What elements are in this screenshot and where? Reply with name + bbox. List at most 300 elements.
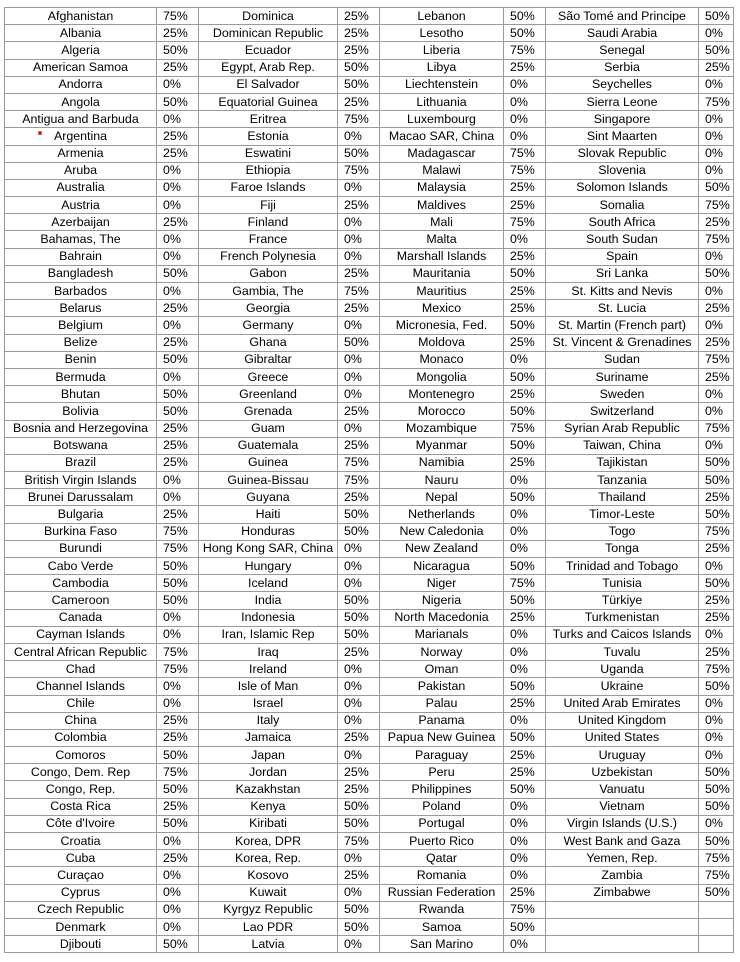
percentage-cell: 25% <box>157 420 199 437</box>
country-name-cell: Malta <box>380 231 504 248</box>
percentage-cell: 75% <box>699 661 734 678</box>
country-name-cell: Finland <box>199 214 338 231</box>
country-name-cell: Netherlands <box>380 506 504 523</box>
country-name-cell: Croatia <box>5 833 157 850</box>
country-name-cell: New Caledonia <box>380 523 504 540</box>
percentage-cell: 0% <box>699 437 734 454</box>
country-name-cell <box>546 901 699 918</box>
country-name-cell: Guinea <box>199 454 338 471</box>
country-name-cell: Turks and Caicos Islands <box>546 626 699 643</box>
percentage-cell: 50% <box>504 8 546 25</box>
table-row <box>5 729 734 746</box>
country-name-cell: Papua New Guinea <box>380 729 504 746</box>
country-name-cell: Bulgaria <box>5 506 157 523</box>
country-name-cell: Korea, Rep. <box>199 850 338 867</box>
country-name-cell: Congo, Rep. <box>5 781 157 798</box>
country-name-cell: Kuwait <box>199 884 338 901</box>
country-name-cell: Guyana <box>199 489 338 506</box>
percentage-cell: 0% <box>504 867 546 884</box>
country-name-cell: Côte d'Ivoire <box>5 815 157 832</box>
country-name-cell: Ukraine <box>546 678 699 695</box>
country-name-cell: Tajikistan <box>546 454 699 471</box>
percentage-cell: 50% <box>338 798 380 815</box>
country-name-cell: Bahamas, The <box>5 231 157 248</box>
country-name-cell: Jordan <box>199 764 338 781</box>
country-name-cell: Algeria <box>5 42 157 59</box>
percentage-cell: 25% <box>504 747 546 764</box>
country-name-cell: Czech Republic <box>5 901 157 918</box>
table-row <box>5 575 734 592</box>
percentage-cell: 0% <box>157 317 199 334</box>
country-name-cell: Djibouti <box>5 936 157 953</box>
country-name-cell: Türkiye <box>546 592 699 609</box>
percentage-cell: 0% <box>338 179 380 196</box>
country-name-cell: Mali <box>380 214 504 231</box>
percentage-cell: 50% <box>699 42 734 59</box>
country-name-cell: Kiribati <box>199 815 338 832</box>
percentage-cell: 0% <box>157 918 199 935</box>
table-row <box>5 179 734 196</box>
percentage-cell: 25% <box>699 59 734 76</box>
percentage-cell: 25% <box>157 334 199 351</box>
table-row <box>5 454 734 471</box>
country-name-cell: New Zealand <box>380 540 504 557</box>
percentage-cell: 50% <box>338 59 380 76</box>
percentage-cell: 75% <box>699 420 734 437</box>
percentage-cell: 75% <box>157 643 199 660</box>
country-name-cell: Congo, Dem. Rep <box>5 764 157 781</box>
country-name-cell: Guatemala <box>199 437 338 454</box>
country-name-cell: Uruguay <box>546 747 699 764</box>
percentage-cell: 50% <box>157 592 199 609</box>
table-row <box>5 42 734 59</box>
country-name-cell: Japan <box>199 747 338 764</box>
table-row <box>5 368 734 385</box>
percentage-cell: 25% <box>699 489 734 506</box>
country-name-cell: St. Kitts and Nevis <box>546 283 699 300</box>
country-name-cell: Peru <box>380 764 504 781</box>
percentage-cell: 50% <box>699 833 734 850</box>
table-row <box>5 300 734 317</box>
percentage-cell: 25% <box>699 334 734 351</box>
country-name-cell: Nicaragua <box>380 558 504 575</box>
percentage-cell: 25% <box>338 437 380 454</box>
percentage-cell: 75% <box>504 42 546 59</box>
country-name-cell: Cameroon <box>5 592 157 609</box>
table-row <box>5 592 734 609</box>
percentage-cell: 50% <box>157 815 199 832</box>
percentage-cell: 0% <box>504 626 546 643</box>
table-row <box>5 248 734 265</box>
percentage-cell: 25% <box>338 265 380 282</box>
percentage-cell: 50% <box>338 918 380 935</box>
country-name-cell: Moldova <box>380 334 504 351</box>
country-name-cell: Mongolia <box>380 368 504 385</box>
country-name-cell: Luxembourg <box>380 111 504 128</box>
country-name-cell: Aruba <box>5 162 157 179</box>
country-name-cell: Ecuador <box>199 42 338 59</box>
percentage-cell: 50% <box>699 472 734 489</box>
country-name-cell: Chad <box>5 661 157 678</box>
percentage-cell: 0% <box>504 76 546 93</box>
percentage-cell: 0% <box>338 231 380 248</box>
table-row <box>5 231 734 248</box>
country-name-cell: Poland <box>380 798 504 815</box>
country-name-cell: Dominican Republic <box>199 25 338 42</box>
percentage-cell: 0% <box>157 472 199 489</box>
country-name-cell: Saudi Arabia <box>546 25 699 42</box>
country-name-cell: Tunisia <box>546 575 699 592</box>
percentage-cell: 50% <box>699 179 734 196</box>
country-name-cell: Equatorial Guinea <box>199 93 338 110</box>
country-name-cell: Sudan <box>546 351 699 368</box>
country-name-cell: Cabo Verde <box>5 558 157 575</box>
table-row <box>5 867 734 884</box>
percentage-cell: 50% <box>699 798 734 815</box>
country-name-cell: Seychelles <box>546 76 699 93</box>
percentage-cell: 50% <box>157 575 199 592</box>
percentage-cell: 0% <box>157 884 199 901</box>
country-name-cell: Nauru <box>380 472 504 489</box>
country-name-cell: Zambia <box>546 867 699 884</box>
country-name-cell: Comoros <box>5 747 157 764</box>
country-name-cell: Bolivia <box>5 403 157 420</box>
country-name-cell: Armenia <box>5 145 157 162</box>
percentage-cell: 50% <box>699 884 734 901</box>
percentage-cell: 25% <box>338 93 380 110</box>
table-row <box>5 351 734 368</box>
percentage-cell: 25% <box>338 729 380 746</box>
percentage-cell: 50% <box>504 781 546 798</box>
percentage-cell: 25% <box>338 643 380 660</box>
percentage-cell: 50% <box>699 265 734 282</box>
country-name-cell: Brazil <box>5 454 157 471</box>
percentage-cell: 50% <box>504 729 546 746</box>
table-row <box>5 850 734 867</box>
percentage-cell: 0% <box>338 695 380 712</box>
country-name-cell: Burkina Faso <box>5 523 157 540</box>
country-name-cell: Gabon <box>199 265 338 282</box>
country-name-cell: Somalia <box>546 197 699 214</box>
country-name-cell: Ireland <box>199 661 338 678</box>
table-row <box>5 472 734 489</box>
country-name-cell: Benin <box>5 351 157 368</box>
percentage-cell: 50% <box>504 265 546 282</box>
country-name-cell: Sint Maarten <box>546 128 699 145</box>
percentage-cell: 25% <box>699 592 734 609</box>
percentage-cell: 0% <box>699 248 734 265</box>
percentage-cell: 50% <box>504 489 546 506</box>
percentage-cell: 25% <box>504 179 546 196</box>
table-row <box>5 93 734 110</box>
country-name-cell: Kyrgyz Republic <box>199 901 338 918</box>
percentage-cell: 75% <box>504 162 546 179</box>
percentage-cell: 50% <box>157 42 199 59</box>
percentage-cell: 25% <box>338 42 380 59</box>
country-name-cell: Central African Republic <box>5 643 157 660</box>
percentage-cell: 0% <box>699 815 734 832</box>
country-name-cell: Kazakhstan <box>199 781 338 798</box>
country-name-cell: Georgia <box>199 300 338 317</box>
percentage-cell: 25% <box>504 764 546 781</box>
percentage-cell: 25% <box>157 729 199 746</box>
country-name-cell: Malawi <box>380 162 504 179</box>
percentage-cell: 25% <box>699 643 734 660</box>
percentage-cell: 25% <box>338 25 380 42</box>
percentage-cell: 25% <box>338 8 380 25</box>
percentage-cell: 25% <box>338 489 380 506</box>
country-name-cell: Andorra <box>5 76 157 93</box>
percentage-cell: 25% <box>504 283 546 300</box>
country-name-cell: Costa Rica <box>5 798 157 815</box>
percentage-cell: 25% <box>504 609 546 626</box>
country-name-cell: Tuvalu <box>546 643 699 660</box>
table-row <box>5 403 734 420</box>
percentage-cell: 0% <box>504 798 546 815</box>
percentage-cell: 75% <box>699 231 734 248</box>
percentage-cell: 0% <box>338 936 380 953</box>
country-name-cell: Greenland <box>199 386 338 403</box>
country-name-cell: Sweden <box>546 386 699 403</box>
percentage-cell: 0% <box>338 368 380 385</box>
country-name-cell: Dominica <box>199 8 338 25</box>
country-name-cell: Eritrea <box>199 111 338 128</box>
country-name-cell: Montenegro <box>380 386 504 403</box>
table-row <box>5 128 734 145</box>
percentage-cell <box>699 918 734 935</box>
percentage-cell: 25% <box>157 506 199 523</box>
percentage-cell: 0% <box>338 317 380 334</box>
percentage-cell: 50% <box>504 678 546 695</box>
country-name-cell: Afghanistan <box>5 8 157 25</box>
table-row <box>5 781 734 798</box>
table-row <box>5 523 734 540</box>
country-name-cell: Paraguay <box>380 747 504 764</box>
percentage-cell: 75% <box>157 661 199 678</box>
country-name-cell: Cuba <box>5 850 157 867</box>
percentage-cell: 25% <box>504 454 546 471</box>
percentage-cell: 50% <box>338 592 380 609</box>
percentage-cell: 50% <box>157 781 199 798</box>
country-percentage-table <box>4 7 734 953</box>
percentage-cell: 0% <box>338 214 380 231</box>
country-name-cell: Hong Kong SAR, China <box>199 540 338 557</box>
percentage-cell: 0% <box>504 712 546 729</box>
percentage-cell: 25% <box>699 540 734 557</box>
table-row <box>5 506 734 523</box>
percentage-cell: 50% <box>157 93 199 110</box>
percentage-cell: 0% <box>504 643 546 660</box>
country-name-cell: Cyprus <box>5 884 157 901</box>
percentage-cell: 50% <box>699 764 734 781</box>
percentage-cell: 50% <box>338 523 380 540</box>
percentage-cell: 25% <box>504 386 546 403</box>
percentage-cell: 75% <box>699 197 734 214</box>
percentage-cell: 25% <box>699 368 734 385</box>
percentage-cell: 50% <box>504 25 546 42</box>
country-name-cell: Rwanda <box>380 901 504 918</box>
percentage-cell: 0% <box>504 661 546 678</box>
country-name-cell: Namibia <box>380 454 504 471</box>
table-row <box>5 901 734 918</box>
country-name-cell: Togo <box>546 523 699 540</box>
country-name-cell: El Salvador <box>199 76 338 93</box>
country-name-cell: Serbia <box>546 59 699 76</box>
country-name-cell: Kosovo <box>199 867 338 884</box>
percentage-cell: 50% <box>338 901 380 918</box>
table-body <box>5 8 734 953</box>
table-row <box>5 609 734 626</box>
country-name-cell: Marianals <box>380 626 504 643</box>
percentage-cell: 75% <box>504 575 546 592</box>
country-name-cell: Senegal <box>546 42 699 59</box>
country-name-cell: Honduras <box>199 523 338 540</box>
country-name-cell: China <box>5 712 157 729</box>
country-name-cell: Taiwan, China <box>546 437 699 454</box>
country-name-cell: Guam <box>199 420 338 437</box>
table-row <box>5 918 734 935</box>
table-row <box>5 798 734 815</box>
country-name-cell: Mauritius <box>380 283 504 300</box>
table-row <box>5 197 734 214</box>
percentage-cell: 0% <box>699 25 734 42</box>
percentage-cell: 0% <box>699 558 734 575</box>
country-name-cell: Iceland <box>199 575 338 592</box>
country-name-cell: Bangladesh <box>5 265 157 282</box>
country-name-cell: Barbados <box>5 283 157 300</box>
percentage-cell: 50% <box>157 936 199 953</box>
percentage-cell: 0% <box>699 729 734 746</box>
percentage-cell: 0% <box>338 884 380 901</box>
percentage-cell: 75% <box>699 523 734 540</box>
country-name-cell: Turkmenistan <box>546 609 699 626</box>
country-name-cell: Vanuatu <box>546 781 699 798</box>
country-name-cell: Curaçao <box>5 867 157 884</box>
country-name-cell: Canada <box>5 609 157 626</box>
table-row <box>5 643 734 660</box>
country-name-cell: Liechtenstein <box>380 76 504 93</box>
percentage-cell: 0% <box>338 661 380 678</box>
percentage-cell: 0% <box>699 317 734 334</box>
country-name-cell: Cambodia <box>5 575 157 592</box>
table-row <box>5 626 734 643</box>
table-row <box>5 558 734 575</box>
percentage-cell: 75% <box>338 283 380 300</box>
country-name-cell: Estonia <box>199 128 338 145</box>
percentage-cell: 25% <box>338 403 380 420</box>
country-name-cell: Lebanon <box>380 8 504 25</box>
country-name-cell: Madagascar <box>380 145 504 162</box>
percentage-cell: 25% <box>157 25 199 42</box>
country-name-cell: Romania <box>380 867 504 884</box>
table-row <box>5 437 734 454</box>
table-row <box>5 283 734 300</box>
percentage-cell: 0% <box>699 626 734 643</box>
percentage-cell: 50% <box>504 317 546 334</box>
percentage-cell: 25% <box>157 437 199 454</box>
country-name-cell: French Polynesia <box>199 248 338 265</box>
country-name-cell: India <box>199 592 338 609</box>
percentage-cell: 0% <box>157 368 199 385</box>
percentage-cell: 0% <box>504 815 546 832</box>
table-row <box>5 747 734 764</box>
country-name-cell: Virgin Islands (U.S.) <box>546 815 699 832</box>
percentage-cell: 0% <box>338 540 380 557</box>
percentage-cell: 0% <box>699 111 734 128</box>
country-name-cell: Burundi <box>5 540 157 557</box>
country-name-cell: Slovenia <box>546 162 699 179</box>
country-name-cell: Colombia <box>5 729 157 746</box>
table-row <box>5 420 734 437</box>
percentage-cell: 75% <box>157 540 199 557</box>
percentage-cell: 0% <box>338 575 380 592</box>
country-name-cell: Italy <box>199 712 338 729</box>
country-name-cell: Mozambique <box>380 420 504 437</box>
country-name-cell: Samoa <box>380 918 504 935</box>
country-name-cell: Belize <box>5 334 157 351</box>
country-name-cell: Jamaica <box>199 729 338 746</box>
percentage-cell: 0% <box>504 523 546 540</box>
percentage-cell: 0% <box>157 111 199 128</box>
percentage-cell: 0% <box>338 386 380 403</box>
percentage-cell: 0% <box>338 351 380 368</box>
country-name-cell: Suriname <box>546 368 699 385</box>
country-name-cell: St. Vincent & Grenadines <box>546 334 699 351</box>
country-name-cell: Bosnia and Herzegovina <box>5 420 157 437</box>
country-name-cell: Syrian Arab Republic <box>546 420 699 437</box>
percentage-cell: 0% <box>504 111 546 128</box>
country-name-cell: Tonga <box>546 540 699 557</box>
table-row <box>5 76 734 93</box>
table-row <box>5 884 734 901</box>
percentage-cell: 50% <box>157 747 199 764</box>
percentage-cell: 50% <box>699 454 734 471</box>
percentage-cell: 0% <box>699 747 734 764</box>
percentage-cell: 0% <box>699 128 734 145</box>
table-row <box>5 833 734 850</box>
country-name-cell: Panama <box>380 712 504 729</box>
country-name-cell: Micronesia, Fed. <box>380 317 504 334</box>
country-name-cell: Denmark <box>5 918 157 935</box>
country-name-cell: United States <box>546 729 699 746</box>
country-name-cell: North Macedonia <box>380 609 504 626</box>
percentage-cell: 0% <box>504 850 546 867</box>
country-name-cell: Isle of Man <box>199 678 338 695</box>
table-row <box>5 214 734 231</box>
country-name-cell: Myanmar <box>380 437 504 454</box>
country-name-cell: Iran, Islamic Rep <box>199 626 338 643</box>
country-name-cell: St. Lucia <box>546 300 699 317</box>
percentage-cell: 25% <box>157 145 199 162</box>
percentage-cell: 50% <box>338 334 380 351</box>
percentage-cell: 0% <box>157 609 199 626</box>
country-name-cell: Korea, DPR <box>199 833 338 850</box>
percentage-cell: 75% <box>699 351 734 368</box>
percentage-cell: 25% <box>504 197 546 214</box>
country-name-cell: France <box>199 231 338 248</box>
percentage-cell: 50% <box>699 506 734 523</box>
table-row <box>5 936 734 953</box>
percentage-cell: 75% <box>338 111 380 128</box>
country-name-cell: Thailand <box>546 489 699 506</box>
table-row <box>5 661 734 678</box>
percentage-cell: 25% <box>504 695 546 712</box>
country-name-cell: Nigeria <box>380 592 504 609</box>
percentage-cell <box>699 901 734 918</box>
country-name-cell: Bhutan <box>5 386 157 403</box>
percentage-cell: 75% <box>157 523 199 540</box>
country-name-cell: Yemen, Rep. <box>546 850 699 867</box>
